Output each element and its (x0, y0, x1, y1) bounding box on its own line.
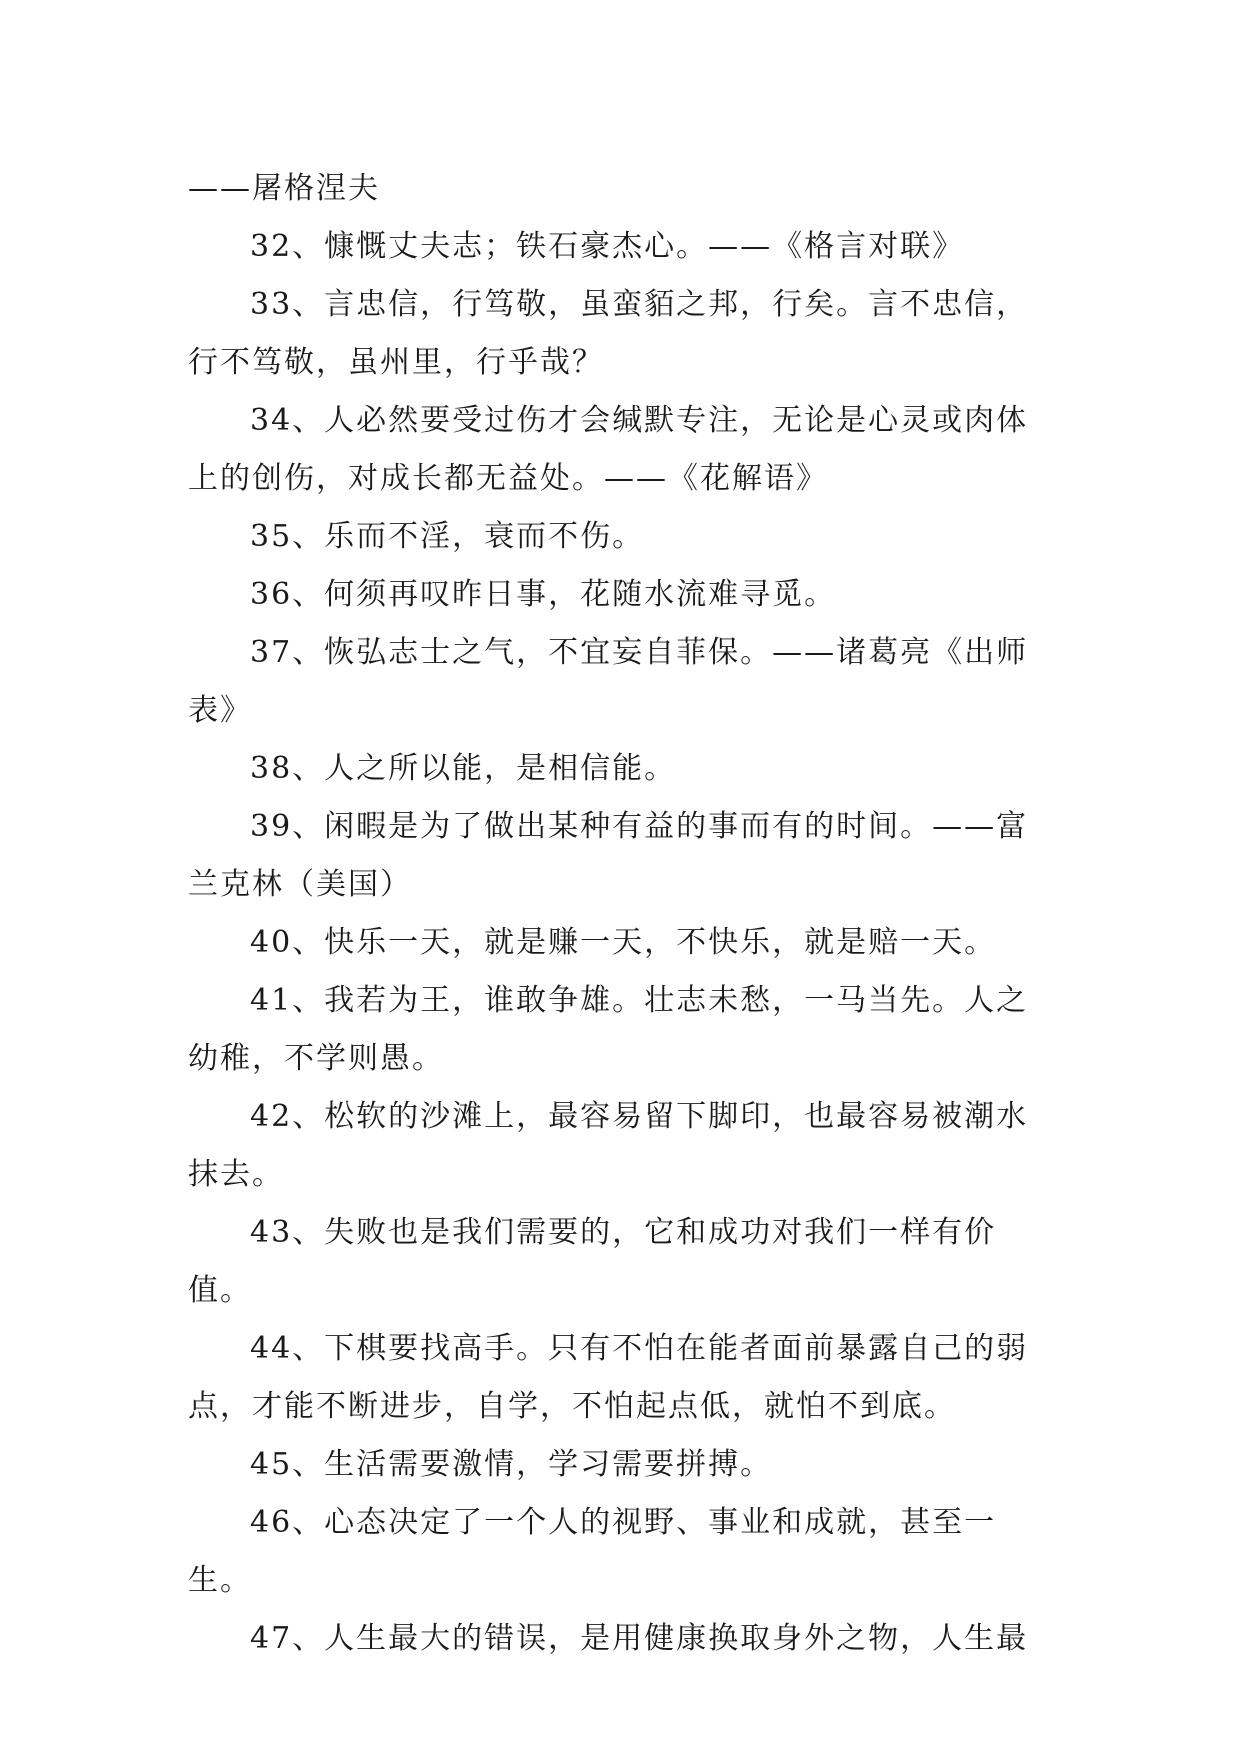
paragraph-44: 44、下棋要找高手。只有不怕在能者面前暴露自己的弱点，才能不断进步，自学，不怕起点低，就怕不到底。 (188, 1331, 1029, 1424)
paragraph-47: 47、人生最大的错误，是用健康换取身外之物，人生最 (250, 1621, 1029, 1656)
paragraph-42: 42、松软的沙滩上，最容易留下脚印，也最容易被潮水抹去。 (188, 1099, 1029, 1192)
paragraph-45: 45、生活需要激情，学习需要拼搏。 (250, 1447, 773, 1482)
paragraph-40: 40、快乐一天，就是赚一天，不快乐，就是赔一天。 (250, 925, 997, 960)
paragraph-41: 41、我若为王，谁敢争雄。壮志未愁，一马当先。人之幼稚，不学则愚。 (188, 983, 1029, 1076)
paragraph-43: 43、失败也是我们需要的，它和成功对我们一样有价值。 (188, 1215, 997, 1308)
paragraph-37: 37、恢弘志士之气，不宜妄自菲保。——诸葛亮《出师表》 (188, 635, 1029, 728)
paragraph-33: 33、言忠信，行笃敬，虽蛮貊之邦，行矣。言不忠信，行不笃敬，虽州里，行乎哉？ (188, 287, 1029, 380)
paragraph-46: 46、心态决定了一个人的视野、事业和成就，甚至一生。 (188, 1505, 997, 1598)
paragraph-36: 36、何须再叹昨日事，花随水流难寻觅。 (250, 577, 837, 612)
paragraph-attribution: ——屠格涅夫 (188, 171, 380, 206)
document-body (188, 160, 1058, 1668)
paragraph-35: 35、乐而不淫，衰而不伤。 (250, 519, 645, 554)
paragraph-39: 39、闲暇是为了做出某种有益的事而有的时间。——富兰克林（美国） (188, 809, 1029, 902)
paragraph-34: 34、人必然要受过伤才会缄默专注，无论是心灵或肉体上的创伤，对成长都无益处。——《花解语》 (188, 403, 1029, 496)
paragraph-38: 38、人之所以能，是相信能。 (250, 751, 677, 786)
paragraph-32: 32、慷慨丈夫志；铁石豪杰心。——《格言对联》 (250, 229, 965, 264)
